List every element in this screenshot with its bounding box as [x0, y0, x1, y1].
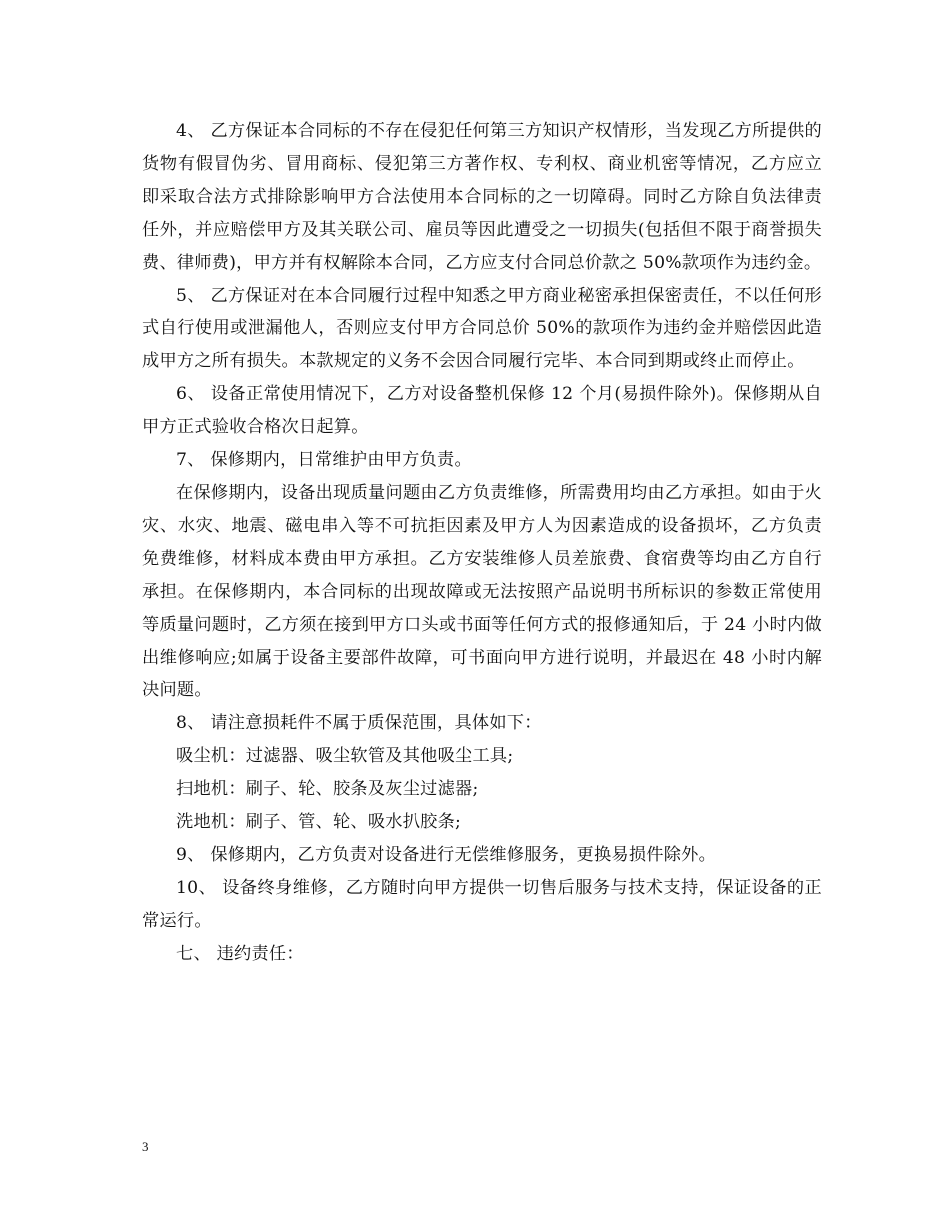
scrubber-parts-line: 洗地机：刷子、管、轮、吸水扒胶条;: [176, 812, 462, 833]
clause-5-paragraph: 5、 乙方保证对在本合同履行过程中知悉之甲方商业秘密承担保密责任，不以任何形式自行使用或泄漏他人，否则应支付甲方合同总价 50%的款项作为违约金并赔偿因此造成甲方之所有损失。本款规定的义务不会因合同履行完毕、本合同到期或终止而停止。: [142, 285, 822, 372]
warranty-details-paragraph: 在保修期内，设备出现质量问题由乙方负责维修，所需费用均由乙方承担。如由于火灾、水灾、地震、磁电串入等不可抗拒因素及甲方人为因素造成的设备损坏，乙方负责免费维修，材料成本费由甲方承担。乙方安装维修人员差旅费、食宿费等均由乙方自行承担。在保修期内，本合同标的出现故障或无法按照产品说明书所标识的参数正常使用等质量问题时，乙方须在接到甲方口头或书面等任何方式的报修通知后，于 24 小时内做出维修响应;如属于设备主要部件故障，可书面向甲方进行说明，并最迟在 48 小时内解决问题。: [142, 482, 822, 701]
clause-4-paragraph: 4、 乙方保证本合同标的不存在侵犯任何第三方知识产权情形，当发现乙方所提供的货物有假冒伪劣、冒用商标、侵犯第三方著作权、专利权、商业机密等情况，乙方应立即采取合法方式排除影响甲方合法使用本合同标的之一切障碍。同时乙方除自负法律责任外，并应赔偿甲方及其关联公司、雇员等因此遭受之一切损失(包括但不限于商誉损失费、律师费)，甲方并有权解除本合同，乙方应支付合同总价款之 50%款项作为违约金。: [142, 121, 822, 273]
clause-9-paragraph: 9、 保修期内，乙方负责对设备进行无偿维修服务，更换易损件除外。: [176, 844, 717, 865]
page-number: 3: [142, 1139, 149, 1154]
clause-8-paragraph: 8、 请注意损耗件不属于质保范围，具体如下：: [176, 713, 542, 734]
clause-10-paragraph: 10、 设备终身维修，乙方随时向甲方提供一切售后服务与技术支持，保证设备的正常运行。: [142, 877, 822, 931]
sweeper-parts-line: 扫地机：刷子、轮、胶条及灰尘过滤器;: [176, 779, 479, 800]
vacuum-parts-line: 吸尘机：过滤器、吸尘软管及其他吸尘工具;: [176, 746, 514, 767]
clause-6-paragraph: 6、 设备正常使用情况下，乙方对设备整机保修 12 个月(易损件除外)。保修期从自甲方正式验收合格次日起算。: [142, 384, 822, 438]
section-7-heading: 七、 违约责任：: [176, 943, 304, 964]
document-body: [142, 115, 822, 971]
clause-7-paragraph: 7、 保修期内，日常维护由甲方负责。: [176, 450, 472, 471]
